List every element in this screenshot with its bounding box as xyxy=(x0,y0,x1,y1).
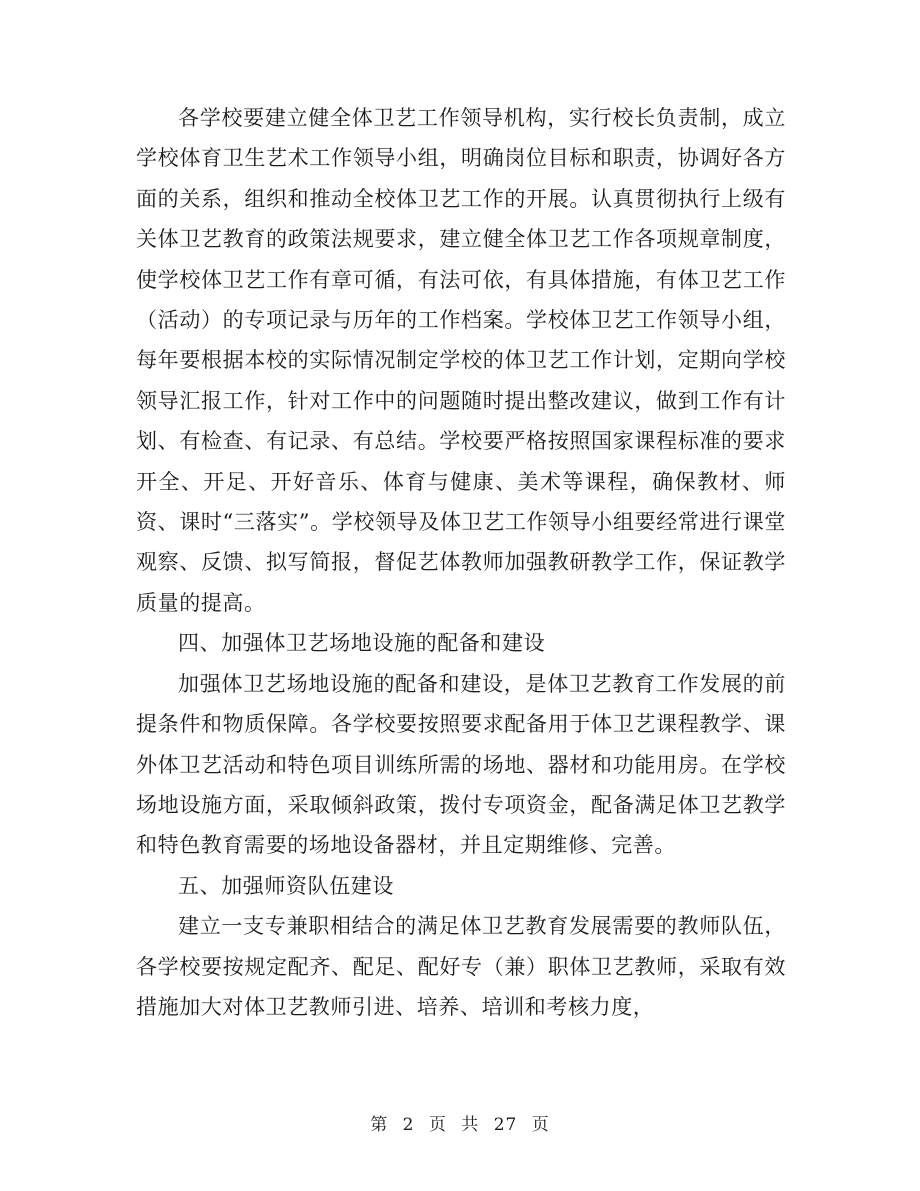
footer-current-page: 2 xyxy=(402,1115,415,1135)
paragraph-leadership: 各学校要建立健全体卫艺工作领导机构，实行校长负责制，成立学校体育卫生艺术工作领导小组，明确岗位目标和职责，协调好各方面的关系，组织和推动全校体卫艺工作的开展。认真贯彻执行上级有关体卫艺教育的政策法规要求，建立健全体卫艺工作各项规章制度，使学校体卫艺工作有章可循，有法可依，有具体措施，有体卫艺工作（活动）的专项记录与历年的工作档案。学校体卫艺工作领导小组，每年要根据本校的实际情况制定学校的体卫艺工作计划，定期向学校领导汇报工作，针对工作中的问题随时提出整改建议，做到工作有计划、有检查、有记录、有总结。学校要严格按照国家课程标准的要求开全、开足、开好音乐、体育与健康、美术等课程，确保教材、师资、课时“三落实”。学校领导及体卫艺工作领导小组要经常进行课堂观察、反馈、拟写简报，督促艺体教师加强教研教学工作，保证教学质量的提高。 xyxy=(136,106,786,615)
section-heading-facilities: 四、加强体卫艺场地设施的配备和建设 xyxy=(178,631,546,656)
footer-prefix: 第 xyxy=(370,1115,389,1135)
page-footer xyxy=(0,1110,920,1135)
footer-suffix: 页 xyxy=(531,1115,550,1135)
paragraph-teachers: 建立一支专兼职相结合的满足体卫艺教育发展需要的教师队伍，各学校要按规定配齐、配足、配好专（兼）职体卫艺教师，采取有效措施加大对体卫艺教师引进、培养、培训和考核力度， xyxy=(136,914,786,1019)
section-heading-teachers: 五、加强师资队伍建设 xyxy=(178,873,394,898)
document-body xyxy=(136,98,786,1027)
paragraph-facilities: 加强体卫艺场地设施的配备和建设，是体卫艺教育工作发展的前提条件和物质保障。各学校要按照要求配备用于体卫艺课程教学、课外体卫艺活动和特色项目训练所需的场地、器材和功能用房。在学校场地设施方面，采取倾斜政策，拨付专项资金，配备满足体卫艺教学和特色教育需要的场地设备器材，并且定期维修、完善。 xyxy=(136,671,786,858)
footer-total-word: 共 xyxy=(461,1115,480,1135)
footer-page-word: 页 xyxy=(428,1115,447,1135)
footer-total-pages: 27 xyxy=(493,1115,518,1135)
